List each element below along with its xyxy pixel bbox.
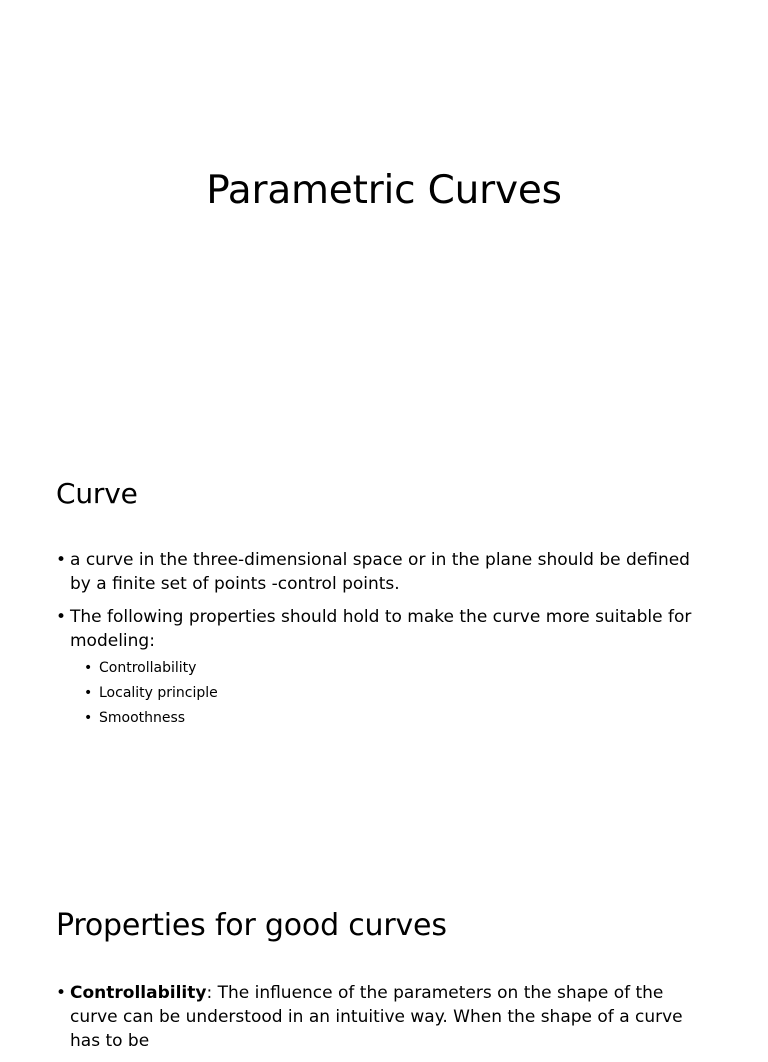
sub-bullet-item bbox=[84, 706, 716, 731]
bullet-item bbox=[56, 605, 716, 731]
bullet-text: a curve in the three-dimensional space or in the plane should be defined by a finite set of points -control points. bbox=[70, 550, 690, 594]
sub-bullet-text: Controllability bbox=[99, 660, 197, 676]
slide-heading: Properties for good curves bbox=[56, 908, 447, 943]
slide-title: Parametric Curves bbox=[206, 168, 562, 213]
sub-bullet-item bbox=[84, 656, 716, 681]
bullet-list bbox=[56, 981, 716, 1062]
sub-bullet-text: Smoothness bbox=[99, 710, 186, 726]
bullet-term: Controllability bbox=[70, 983, 207, 1003]
bullet-dot-icon: • bbox=[84, 710, 93, 726]
curve-slide bbox=[0, 432, 768, 864]
bullet-dot-icon: • bbox=[84, 660, 93, 676]
bullet-dot-icon: • bbox=[56, 607, 67, 627]
bullet-text: : The influence of the parameters on the shape of the curve can be understood in an intuitive way. When the shape of a curve has to be bbox=[70, 983, 683, 1051]
bullet-dot-icon: • bbox=[56, 983, 67, 1003]
slide-heading: Curve bbox=[56, 477, 138, 510]
properties-slide bbox=[0, 864, 768, 1051]
bullet-item bbox=[56, 981, 716, 1053]
bullet-item bbox=[56, 548, 716, 596]
bullet-list bbox=[56, 548, 716, 740]
bullet-dot-icon: • bbox=[56, 550, 67, 570]
sub-bullet-text: Locality principle bbox=[99, 685, 218, 701]
sub-bullet-list bbox=[70, 656, 716, 731]
bullet-dot-icon: • bbox=[84, 685, 93, 701]
sub-bullet-item bbox=[84, 681, 716, 706]
title-slide bbox=[0, 0, 768, 432]
bullet-text: The following properties should hold to make the curve more suitable for modeling: bbox=[70, 607, 692, 651]
